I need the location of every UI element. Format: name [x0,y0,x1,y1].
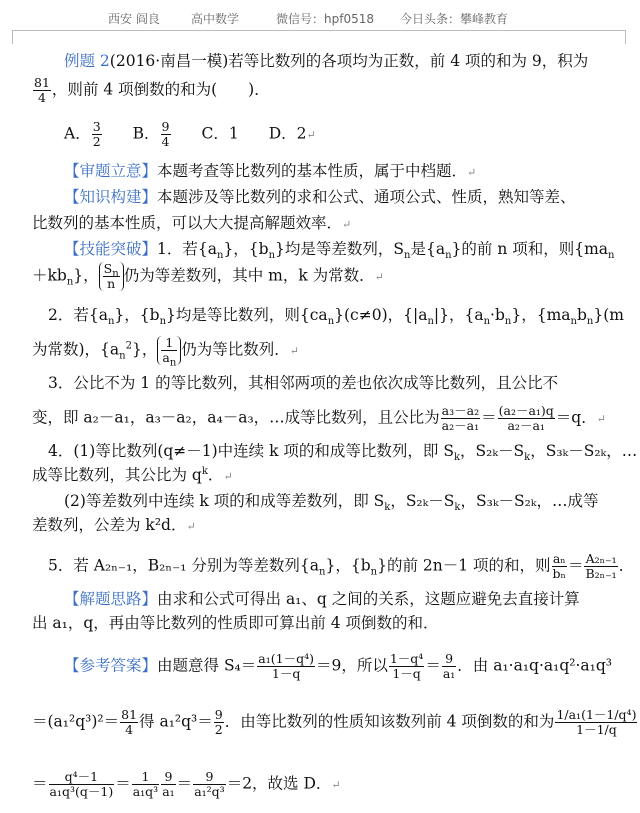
choice-b: B． [132,124,160,143]
skill-1-bracket: $\frac{S_n}{n}$ [99,262,124,291]
approach-line-2: 出 a₁，q，再由等比数列的性质即可算出前 4 项倒数的和． [32,614,439,632]
choice-d: D．2 [268,124,307,143]
choice-a: A． [64,124,91,143]
skill-4-line-2: 成等比数列，其公比为 $q^k$．↵ [32,465,233,484]
skill-2-line-1: 2．若$\{a_n\}$，$\{b_n\}$均是等比数列，则$\{ca_n\}(c\ne 0)$，$\{|a_n|\}$，$\{a_n\cdot b_n\}$，$\{ma_nb_n\}(m$ [48,306,624,328]
problem-stem-a: 若等比数列的各项均为正数，前 4 项的和为 9，积为 [228,52,589,70]
knowledge-line-2: 比数列的基本性质，可以大大提高解题效率．↵ [32,214,352,232]
problem-line-2 [32,76,270,105]
header-subject: 高中数学 [191,12,240,26]
problem-source: (2016·南昌一模) [109,52,229,70]
problem-choices: A． $\frac{3}{2}$ B． $\frac{9}{4}$ C．1 D．2↵ [64,119,316,149]
margin-corner-right [625,30,626,44]
answer-line-1: 【参考答案】由题意得 S₄＝ $\frac{\text{a₁(1－q⁴)}}{1-q}$ ＝9，所以 $\frac{\text{1－q⁴}}{1-q}$ ＝ $\frac{9}{\text{a₁}}$ ．由 a₁·a₁q·a₁q²·a₁q³ [64,651,613,681]
answer-line-3: ＝ $\frac{\text{q⁴－1}}{\text{a₁q³(q－1)}}$ ＝ $\frac{1}{\text{a₁q³}}$ $\frac{9}{\text{a₁}}$ ＝ $\frac{9}{\text{a₁²q³}}$ ＝2，故选 D．↵ [32,769,341,799]
review-line: 【审题立意】本题考查等比数列的基本性质，属于中档题．↵ [64,162,477,180]
problem-line-1 [64,50,588,72]
knowledge-label: 【知识构建】 [64,188,158,206]
header-school: 西安 阎良 [108,12,160,26]
skill-3-line-1: 3．公比不为 1 的等比数列，其相邻两项的差也依次成等比数列，且公比不 [48,374,559,392]
skill-4-2-line-2: 差数列，公差为 k²d．↵ [32,516,196,534]
skill-3-line-2: 变，即 a₂－a₁，a₃－a₂，a₄－a₃，…成等比数列，且公比为 $\frac{\text{a₃－a₂}}{\text{a₂－a₁}}$ ＝ $\frac{\text{(a₂－a₁)q}}{\text{a₂－a₁}}$ ＝q．↵ [32,403,606,433]
answer-line-2: ＝(a₁²q³)²＝ $\frac{81}{4}$ 得 a₁²q³＝ $\frac{9}{2}$ ．由等比数列的性质知该数列前 4 项倒数的和为 $\frac{\text{1/a₁(1－1/q⁴)}}{1-1/q}$ [32,707,637,737]
skill-5-fraction-2: $\frac{\text{A₂ₙ₋₁}}{\text{B₂ₙ₋₁}}$ [585,551,617,581]
margin-corner-left [12,30,13,44]
header-wechat: 微信号：hpf0518 [276,12,374,26]
skill-2-line-2: 为常数)，$\{a_n^2\}$， $\frac{1}{a_n}$ 仍为等比数列．↵ [32,335,299,369]
skill-5-line: 5．若 A₂ₙ₋₁，B₂ₙ₋₁ 分别为等差数列$\{a_n\}$，$\{b_n\}$的前 2n－1 项的和，则 $\frac{\text{aₙ}}{\text{bₙ}}$ ＝ $\frac{\text{A₂ₙ₋₁}}{\text{B₂ₙ₋₁}}$ ． [48,551,635,581]
skill-3-fraction-2: $\frac{\text{(a₂－a₁)q}}{\text{a₂－a₁}}$ [498,403,554,433]
skill-4-2-line-1: (2)等差数列中连续 k 项的和成等差数列，即 $S_k$，$S_{2k}-S_k$，S₃ₖ－S₂ₖ，…成等 [64,492,599,514]
approach-label: 【解题思路】 [64,590,158,608]
choice-b-fraction: $\frac{9}{4}$ [161,119,170,149]
skills-label: 【技能突破】 [64,240,158,258]
knowledge-text-2: 比数列的基本性质，可以大大提高解题效率． [32,214,343,232]
skill-3-fraction-1: $\frac{\text{a₃－a₂}}{\text{a₂－a₁}}$ [441,403,480,433]
review-label: 【审题立意】 [64,162,158,180]
skill-2-bracket: $\frac{1}{a_n}$ [157,336,181,365]
approach-line-1: 【解题思路】由求和公式可得出 a₁、q 之间的关系，这题应避免去直接计算 [64,590,580,608]
problem-fraction: $\frac{81}{4}$ [34,75,50,105]
choice-c: C．1 [201,124,239,143]
choice-a-fraction: $\frac{3}{2}$ [92,119,101,149]
problem-label: 例题 2 [64,52,110,70]
skill-1-line-2: $+kb_n$}， $\frac{S_n}{n}$ 仍为等差数列，其中 m，k 为常数．↵ [32,261,384,291]
answer-reciprocal-sum-fraction: $\frac{\text{1/a₁(1－1/q⁴)}}{1-1/q}$ [556,707,637,737]
skill-5-fraction-1: $\frac{\text{aₙ}}{\text{bₙ}}$ [552,551,566,581]
review-text: 本题考查等比数列的基本性质，属于中档题． [157,162,468,180]
header-divider [12,30,626,31]
problem-stem-b: ，则前 4 项倒数的和为( )． [51,80,270,99]
answer-label: 【参考答案】 [64,656,158,675]
skill-4-line-1: 4．(1)等比数列(q≠－1)中连续 k 项的和成等比数列，即 $S_k$，$S_{2k}-S_k$，S₃ₖ－S₂ₖ，… [48,442,638,464]
page-header [0,10,640,28]
knowledge-text-1: 本题涉及等比数列的求和公式、通项公式、性质，熟知等差、 [157,188,576,206]
knowledge-line-1 [64,186,576,208]
header-toutiao: 今日头条：攀峰教育 [400,12,509,26]
skill-1-line-1: 【技能突破】1．若$\{a_n\}$，$\{b_n\}$均是等差数列，$S_n$是$\{a_n\}$的前 n 项和，则{$ma_n$ [64,240,615,262]
